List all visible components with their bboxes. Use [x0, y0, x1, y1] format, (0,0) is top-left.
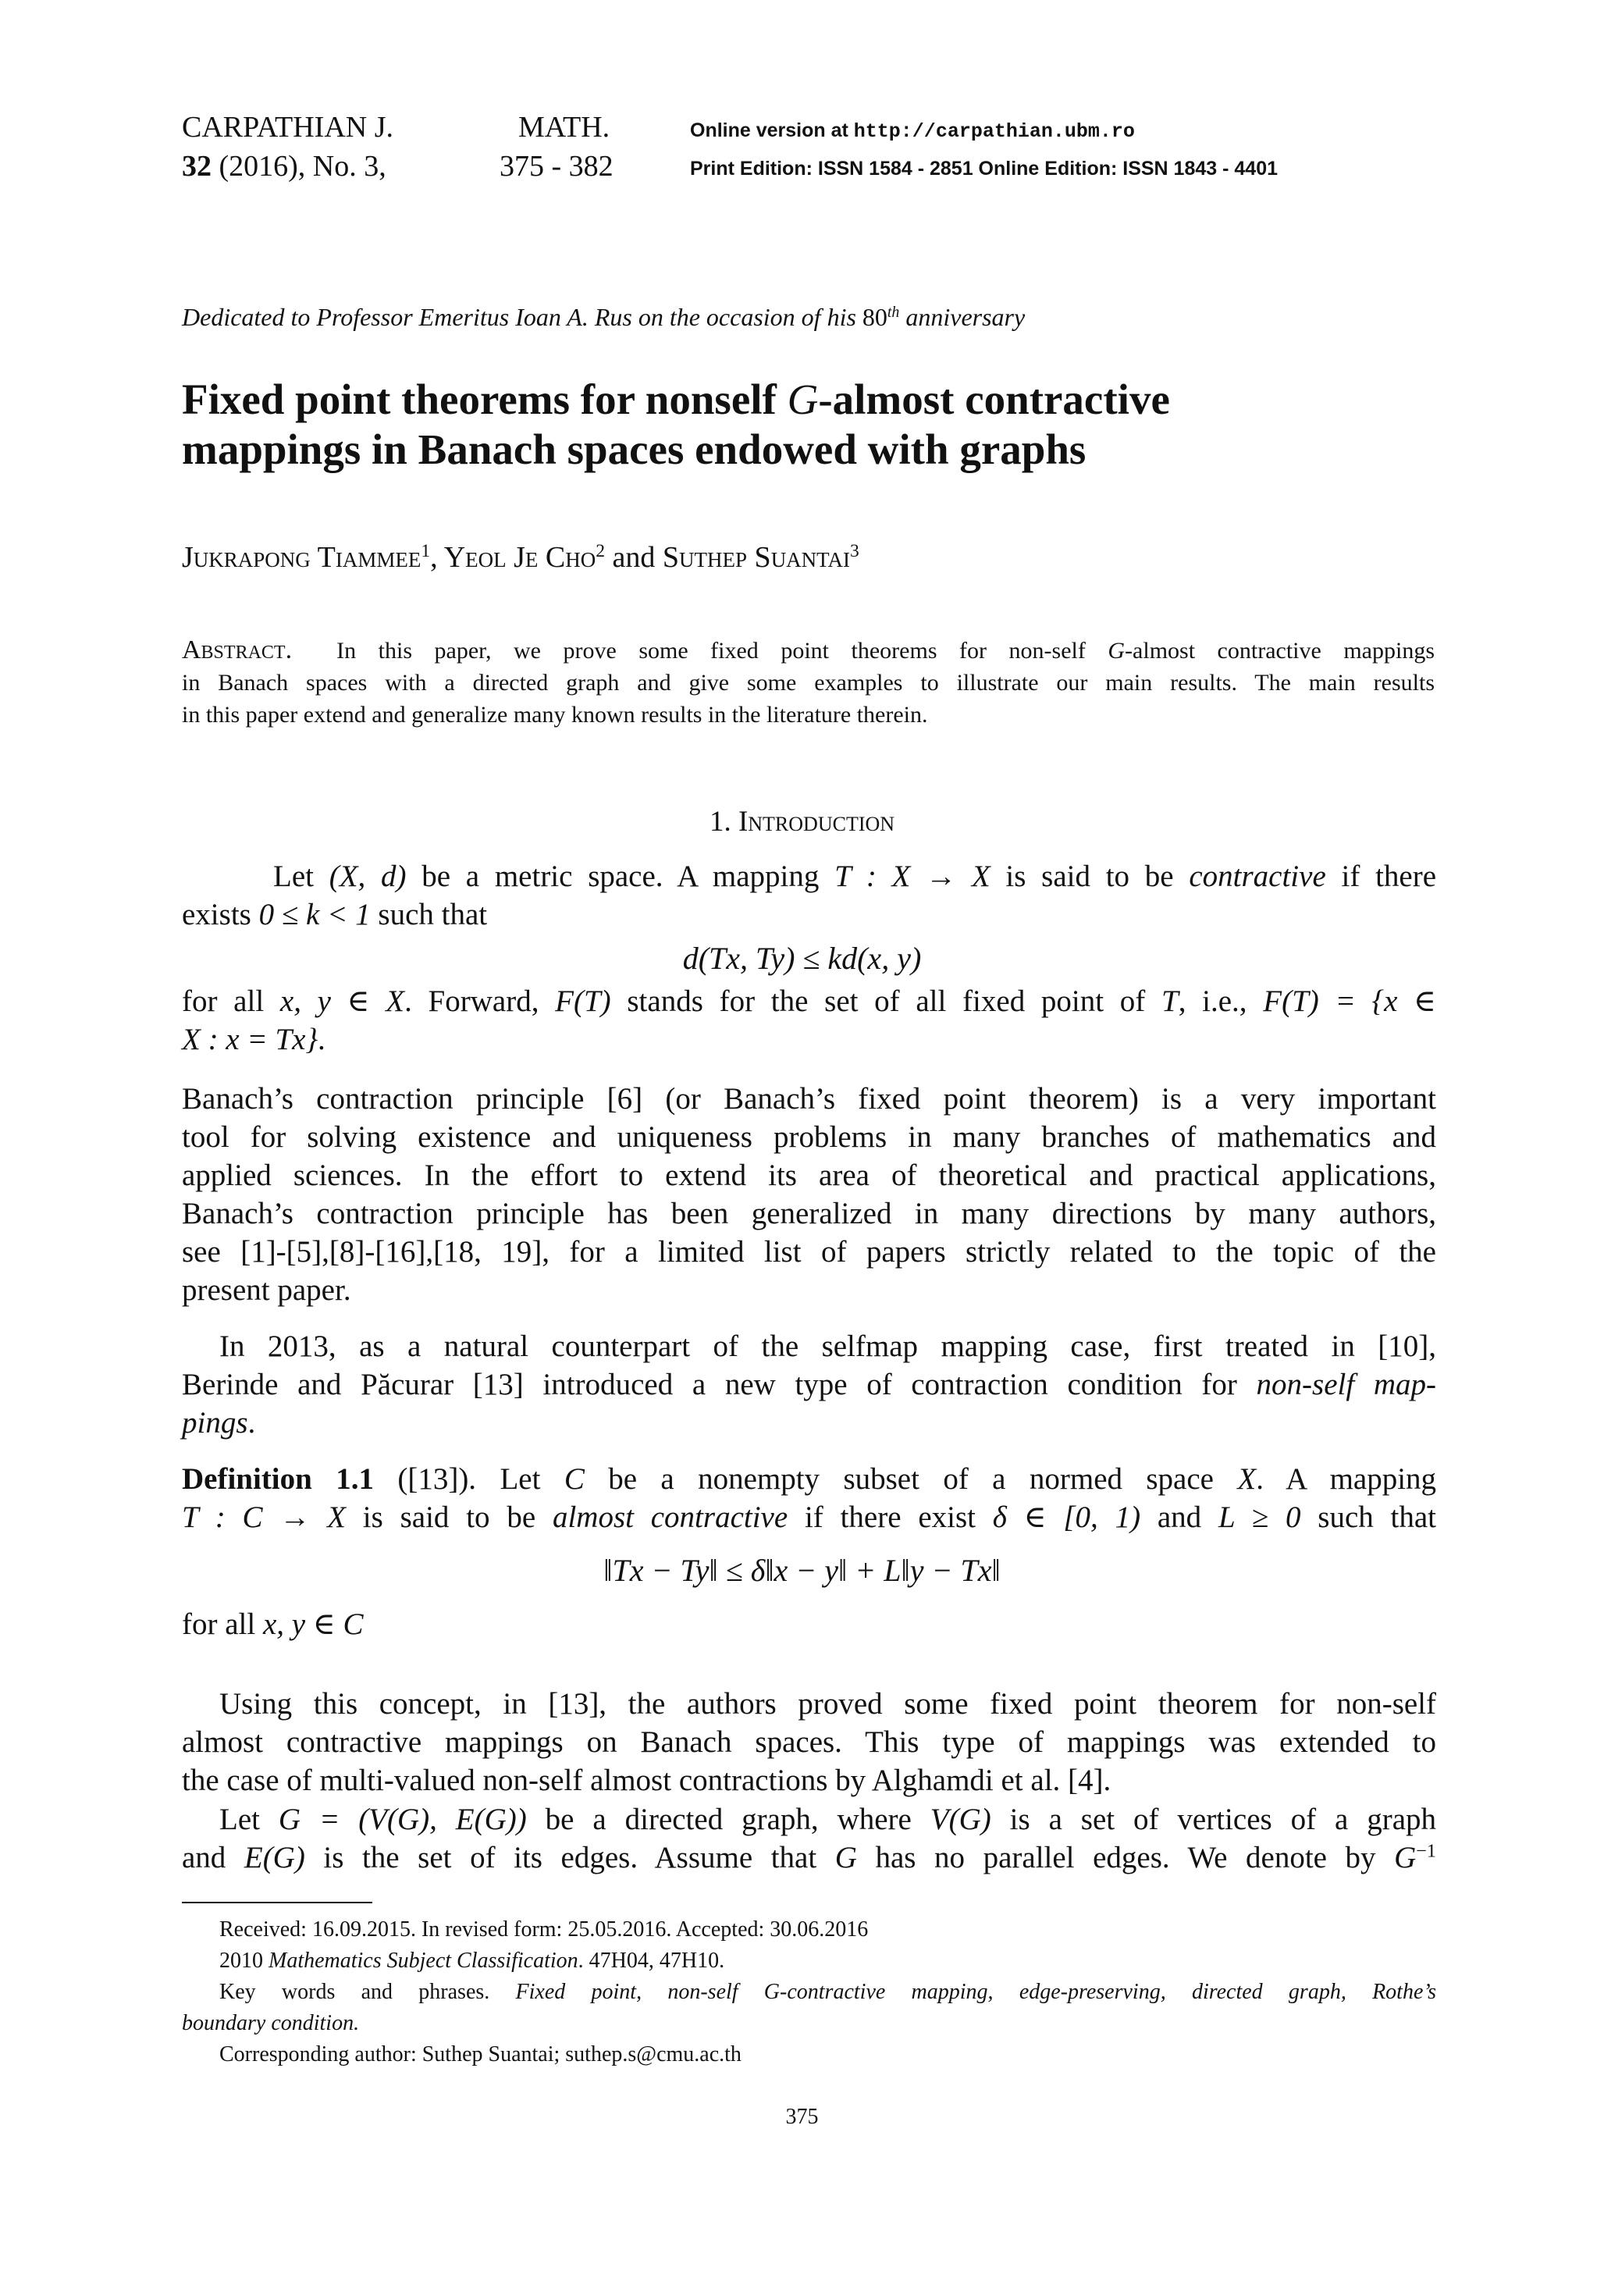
- para4-line-1: Using this concept, in [13], the authors proved some fixed point theorem for non-self: [219, 1687, 1436, 1721]
- abstract-line-3: in this paper extend and generalize many known results in the literature therein.: [182, 702, 928, 728]
- para4-line-3: the case of multi-valued non-self almost contractions by Alghamdi et al. [4].: [182, 1764, 1111, 1797]
- volume-number: 32: [182, 150, 212, 183]
- section-number: 1.: [709, 806, 731, 838]
- footnote-keywords-cont: boundary condition.: [182, 2011, 360, 2035]
- journal-name: [182, 108, 393, 147]
- para1-line-1: Let (X, d) be a metric space. A mapping T : X → X is said to be contractive if there: [273, 860, 1437, 893]
- abstract-label: Abstract.: [182, 635, 293, 664]
- definition-line-1: Definition 1.1 ([13]). Let C be a nonempty subset of a normed space X. A mapping: [182, 1462, 1437, 1496]
- footnote-corresponding: Corresponding author: Suthep Suantai; suthep.s@cmu.ac.th: [219, 2042, 742, 2066]
- footnote-received: Received: 16.09.2015. In revised form: 25.05.2016. Accepted: 30.06.2016: [219, 1917, 869, 1942]
- dedication-text-end: anniversary: [899, 303, 1026, 331]
- definition-line-2: T : C → X is said to be almost contractive if there exist δ ∈ [0, 1) and L ≥ 0 such that: [182, 1500, 1437, 1534]
- online-version: [690, 111, 1135, 151]
- volume-issue: (2016), No. 3,: [219, 150, 386, 183]
- equation-contraction: d(Tx, Ty) ≤ kd(x, y): [682, 941, 922, 976]
- journal-volume: [182, 147, 386, 186]
- definition-1-1: [182, 1460, 1436, 1536]
- abstract-line-1: Abstract. In this paper, we prove some fixed point theorems for non-self G-almost contractive mappings: [182, 635, 1435, 664]
- paper-title: [182, 375, 1170, 475]
- para4-line-2: almost contractive mappings on Banach spaces. This type of mappings was extended to: [182, 1725, 1436, 1759]
- footnote-keywords: Key words and phrases. Fixed point, non-self G-contractive mapping, edge-preserving, directed graph, Rothe’s: [219, 1980, 1436, 2004]
- para3-line-2: Berinde and Păcurar [13] introduced a new type of contraction condition for non-self map-: [182, 1368, 1436, 1401]
- author-1: Jukrapong Tiammee: [182, 541, 421, 574]
- online-url-link[interactable]: http://carpathian.ubm.ro: [853, 120, 1135, 143]
- page-number: 375: [785, 2105, 819, 2129]
- dedication-number: 80: [862, 303, 887, 331]
- journal-pages: 375 - 382: [500, 150, 614, 183]
- print-edition: Print Edition: ISSN 1584 - 2851 Online Edition: ISSN 1843 - 4401: [690, 158, 1279, 180]
- footnotes: [182, 1914, 1436, 2070]
- footnote-msc: 2010 Mathematics Subject Classification. 47H04, 47H10.: [219, 1949, 725, 1973]
- para3: [182, 1327, 1436, 1442]
- para3-line-1: In 2013, as a natural counterpart of the selfmap mapping case, first treated in [10],: [219, 1330, 1436, 1363]
- para2-line-6: present paper.: [182, 1273, 351, 1307]
- para3-line-3: pings.: [182, 1406, 256, 1440]
- title-line-1: Fixed point theorems for nonself G-almost contractive: [182, 376, 1170, 423]
- para2-line-3: applied sciences. In the effort to extend its area of theoretical and practical applications,: [182, 1159, 1436, 1192]
- section-title: Introduction: [738, 806, 895, 838]
- title-line-2: mappings in Banach spaces endowed with graphs: [182, 425, 1087, 473]
- equation-almost-contractive: ‖Tx − Ty‖ ≤ δ‖x − y‖ + L‖y − Tx‖: [603, 1553, 1001, 1588]
- para2-line-5: see [1]-[5],[8]-[16],[18, 19], for a limited list of papers strictly related to the topic of the: [182, 1235, 1436, 1269]
- abstract-line-2: in Banach spaces with a directed graph and give some examples to illustrate our main results. The main results: [182, 670, 1435, 696]
- para1-line-4: X : x = Tx}.: [182, 1023, 325, 1056]
- para2: [182, 1080, 1436, 1309]
- section-heading: [0, 805, 1604, 838]
- journal-name-right: MATH.: [518, 111, 610, 144]
- dedication-sup: th: [887, 304, 900, 322]
- footnote-rule: [182, 1902, 372, 1903]
- para1-line-3: for all x, y ∈ X. Forward, F(T) stands for the set of all fixed point of T, i.e., F(T) = {x ∈: [182, 984, 1436, 1018]
- para5-line-1: Let G = (V(G), E(G)) be a directed graph, where V(G) is a set of vertices of a graph: [219, 1803, 1437, 1836]
- dedication-text: Dedicated to Professor Emeritus Ioan A. Rus on the occasion of his: [182, 303, 862, 331]
- online-prefix: Online version at: [690, 119, 848, 141]
- para2-line-1: Banach’s contraction principle [6] (or Banach’s fixed point theorem) is a very important: [182, 1082, 1436, 1116]
- para1-line-2: exists 0 ≤ k < 1 such that: [182, 898, 488, 931]
- para5: [182, 1800, 1436, 1877]
- author-2: Yeol Je Cho: [443, 541, 596, 574]
- definition-label: Definition 1.1: [182, 1462, 374, 1496]
- definition-line-3: for all x, y ∈ C: [182, 1607, 364, 1641]
- dedication: [182, 303, 1025, 332]
- author-3: Suthep Suantai: [662, 541, 851, 574]
- para5-line-2: and E(G) is the set of its edges. Assume that G has no parallel edges. We denote by $G^{-1}$: [182, 1840, 1436, 1874]
- author-list: Jukrapong Tiammee$^1$, Yeol Je Cho$^2$ and Suthep Suantai$^3$: [182, 541, 859, 574]
- abstract: [182, 634, 1435, 731]
- journal-name-left: CARPATHIAN J.: [182, 111, 393, 144]
- para2-line-2: tool for solving existence and uniqueness problems in many branches of mathematics and: [182, 1120, 1436, 1154]
- para2-line-4: Banach’s contraction principle has been generalized in many directions by many authors,: [182, 1197, 1436, 1230]
- para4: [182, 1685, 1436, 1799]
